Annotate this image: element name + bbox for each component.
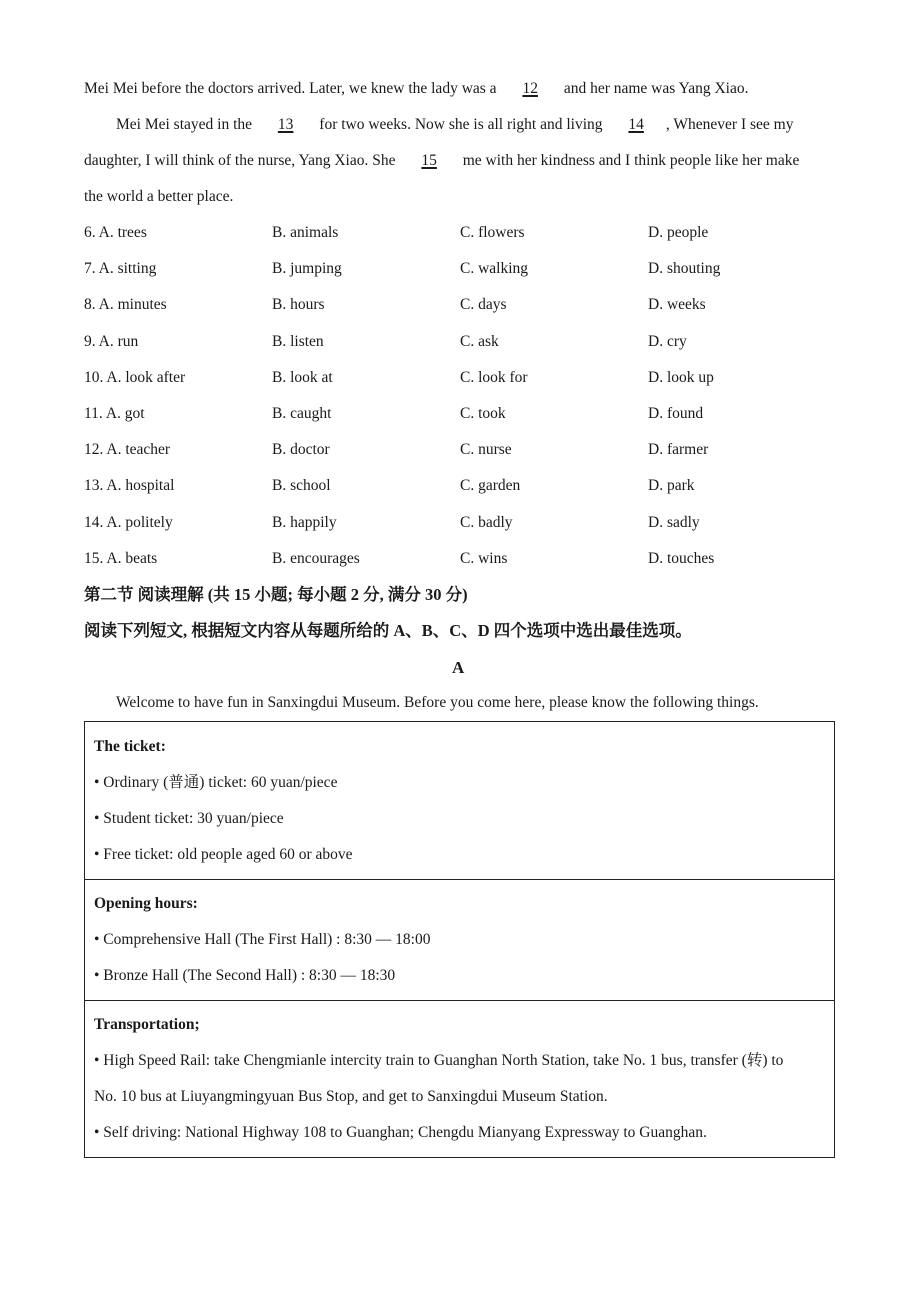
question-option-c: C. flowers [460, 224, 525, 241]
question-option-b: B. jumping [272, 260, 342, 277]
ticket-heading: The ticket: [94, 738, 166, 755]
transport-heading: Transportation; [94, 1016, 200, 1033]
question-option-b: B. encourages [272, 550, 360, 567]
blank-15: 15 [421, 152, 437, 169]
question-option-b: B. hours [272, 296, 325, 313]
question-option-c: C. took [460, 405, 506, 422]
ticket-item: • Free ticket: old people aged 60 or above [94, 846, 353, 863]
question-option-a: 12. A. teacher [84, 441, 171, 458]
passage-line-1: Mei Mei before the doctors arrived. Later, we knew the lady was a 12 and her name was Yang Xiao. [84, 80, 749, 97]
question-option-d: D. cry [648, 333, 687, 350]
ticket-item: • Ordinary (普通) ticket: 60 yuan/piece [94, 774, 338, 791]
blank-13: 13 [277, 116, 294, 133]
question-option-a: 10. A. look after [84, 369, 186, 386]
hours-cell [85, 880, 834, 1001]
hours-item: • Comprehensive Hall (The First Hall) : 8:30 — 18:00 [94, 931, 431, 948]
question-option-d: D. people [648, 224, 709, 241]
passage-line-4: the world a better place. [84, 188, 234, 205]
question-option-a: 11. A. got [84, 405, 145, 422]
hours-item: • Bronze Hall (The Second Hall) : 8:30 — 18:30 [94, 967, 396, 984]
question-option-d: D. look up [648, 369, 714, 386]
transport-rail-line-1: • High Speed Rail: take Chengmianle intercity train to Guanghan North Station, take No. 1 bus, transfer (转) to [94, 1052, 784, 1069]
section-heading: 第二节 阅读理解 (共 15 小题; 每小题 2 分, 满分 30 分) [84, 585, 468, 604]
question-option-b: B. look at [272, 369, 333, 386]
question-option-a: 9. A. run [84, 333, 139, 350]
question-option-a: 15. A. beats [84, 550, 158, 567]
question-option-c: C. ask [460, 333, 499, 350]
question-option-d: D. touches [648, 550, 715, 567]
passage-line-2: Mei Mei stayed in the 13 for two weeks. Now she is all right and living 14 , Whenever I see my [116, 116, 794, 133]
ticket-item: • Student ticket: 30 yuan/piece [94, 810, 284, 827]
passage-line-3: daughter, I will think of the nurse, Yang Xiao. She 15 me with her kindness and I think people like her make [84, 152, 800, 169]
question-option-b: B. happily [272, 514, 337, 531]
blank-12: 12 [522, 80, 538, 97]
question-option-c: C. walking [460, 260, 529, 277]
question-option-c: C. badly [460, 514, 513, 531]
question-option-b: B. school [272, 477, 331, 494]
question-option-c: C. garden [460, 477, 521, 494]
passage-letter: A [452, 658, 465, 677]
question-option-b: B. animals [272, 224, 339, 241]
question-option-a: 14. A. politely [84, 514, 173, 531]
ticket-cell [85, 722, 834, 880]
question-option-d: D. weeks [648, 296, 706, 313]
question-option-a: 7. A. sitting [84, 260, 157, 277]
transport-cell [85, 1001, 834, 1157]
question-option-a: 6. A. trees [84, 224, 147, 241]
transport-driving: • Self driving: National Highway 108 to Guanghan; Chengdu Mianyang Expressway to Guanghan. [94, 1124, 707, 1141]
question-option-b: B. doctor [272, 441, 330, 458]
transport-rail-line-2: No. 10 bus at Liuyangmingyuan Bus Stop, and get to Sanxingdui Museum Station. [94, 1088, 608, 1105]
passage-intro: Welcome to have fun in Sanxingdui Museum. Before you come here, please know the following things. [116, 694, 759, 711]
hours-heading: Opening hours: [94, 895, 198, 912]
question-option-d: D. shouting [648, 260, 721, 277]
question-option-d: D. sadly [648, 514, 700, 531]
question-option-d: D. park [648, 477, 695, 494]
question-option-d: D. found [648, 405, 704, 422]
section-instruction: 阅读下列短文, 根据短文内容从每题所给的 A、B、C、D 四个选项中选出最佳选项。 [84, 621, 692, 640]
question-option-a: 13. A. hospital [84, 477, 175, 494]
question-option-d: D. farmer [648, 441, 709, 458]
question-option-c: C. wins [460, 550, 508, 567]
question-option-b: B. caught [272, 405, 332, 422]
question-option-c: C. days [460, 296, 507, 313]
blank-14: 14 [628, 116, 644, 133]
question-option-c: C. look for [460, 369, 528, 386]
question-option-c: C. nurse [460, 441, 512, 458]
info-table [84, 721, 835, 1158]
question-option-b: B. listen [272, 333, 324, 350]
question-option-a: 8. A. minutes [84, 296, 167, 313]
